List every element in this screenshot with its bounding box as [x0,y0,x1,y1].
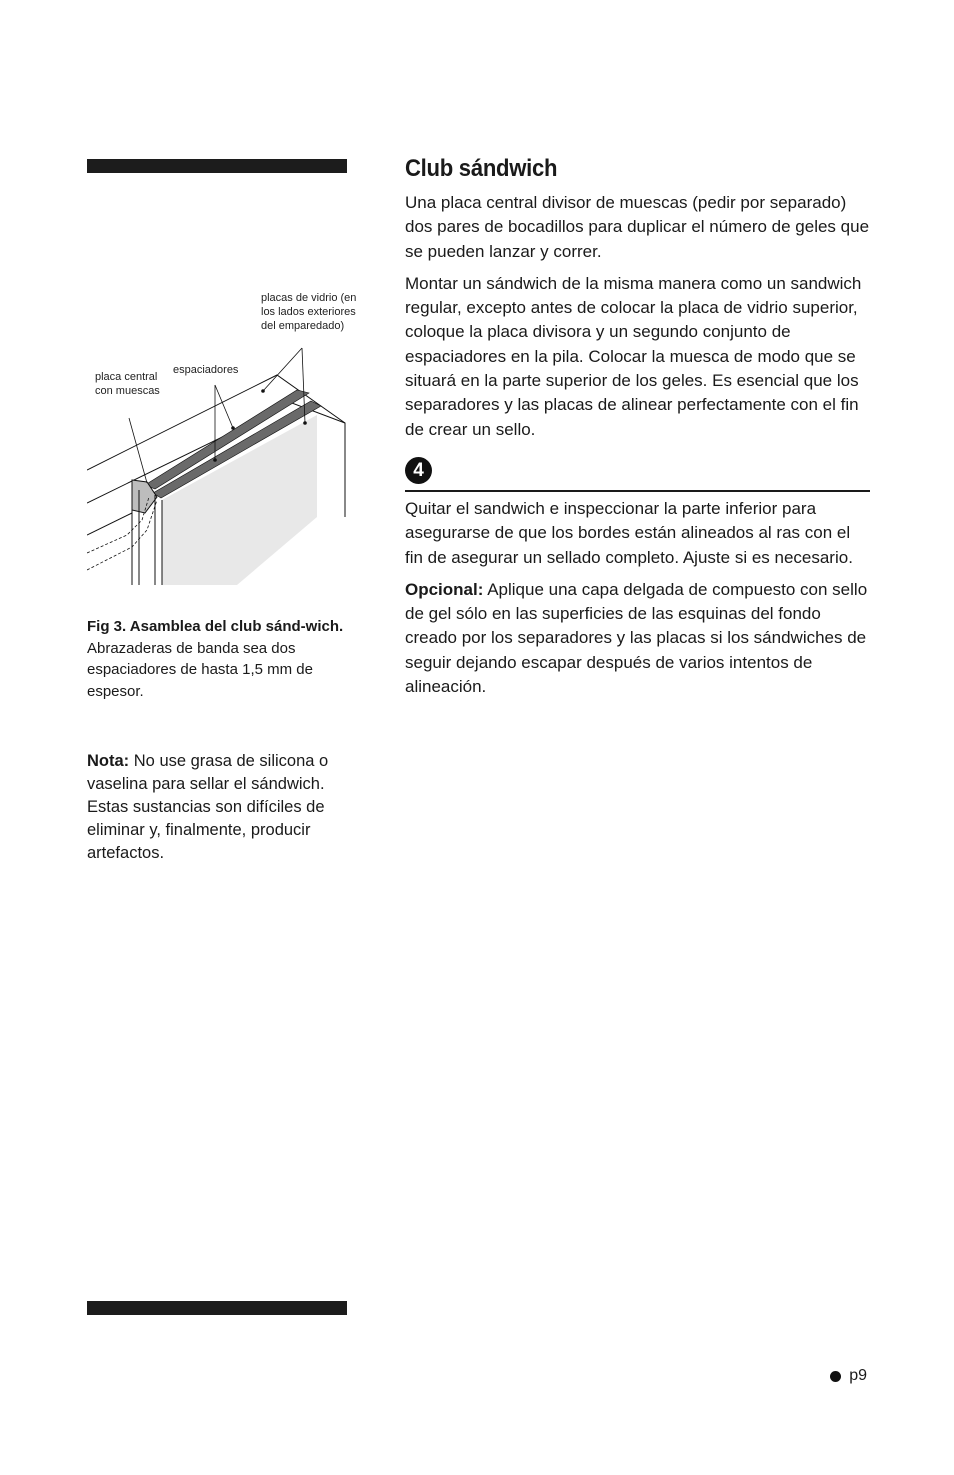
step-header [405,457,870,492]
caption-title: Fig 3. Asamblea del club sánd-wich. [87,618,344,635]
optional-text: Aplique una capa delgada de compuesto con sello de gel sólo en las superficies de las esquinas del fondo creado por los separadores y las placas si los sándwiches de seguir dejando escapar después de varios intentos de alineación. [405,579,868,697]
figure-caption [87,616,347,702]
note-text: No use grasa de silicona o vaselina para sellar el sándwich. Estas sustancias son difíciles de eliminar y, finalmente, producir artefactos. [87,752,329,862]
top-rule-bar [87,159,347,173]
inspect-paragraph: Quitar el sandwich e inspeccionar la parte inferior para asegurarse de que los bordes están alineados al ras con el fin de asegurar un sellado completo. Ajuste si es necesario. [405,498,853,567]
assembly-paragraph: Montar un sándwich de la misma manera como un sandwich regular, excepto antes de colocar la placa de vidrio superior, coloque la placa divisora y un segundo conjunto de espaciadores en la pila. Colocar la muesca de modo que se situará en la parte superior de los geles. Es esencial que los separadores y las placas de alinear perfectamente con el fin de crear un sello. [405,273,862,439]
bottom-rule-bar [87,1301,347,1315]
note-label: Nota: [87,752,130,770]
caption-text: Abrazaderas de banda sea dos espaciadores de hasta 1,5 mm de espesor. [87,639,313,700]
page-number: p9 [849,1367,867,1384]
main-column [405,150,870,707]
optional-label: Opcional: [405,579,484,599]
optional-paragraph [405,578,870,699]
glass-plates-label: placas de vidrio (en los lados exteriores del emparedado) [261,292,357,332]
spacers-label: espaciadores [173,364,239,376]
section-title: Club sándwich [405,155,558,182]
step-number-badge: 4 [405,457,432,484]
intro-paragraph: Una placa central divisor de muescas (pedir por separado) dos pares de bocadillos para duplicar el número de geles que se pueden lanzar y correr. [405,193,870,261]
sandwich-assembly-figure [87,285,357,590]
note-block [87,750,352,865]
page-footer [830,1367,867,1385]
bullet-icon [830,1371,841,1382]
center-plate-label: placa central con muescas [95,371,160,397]
